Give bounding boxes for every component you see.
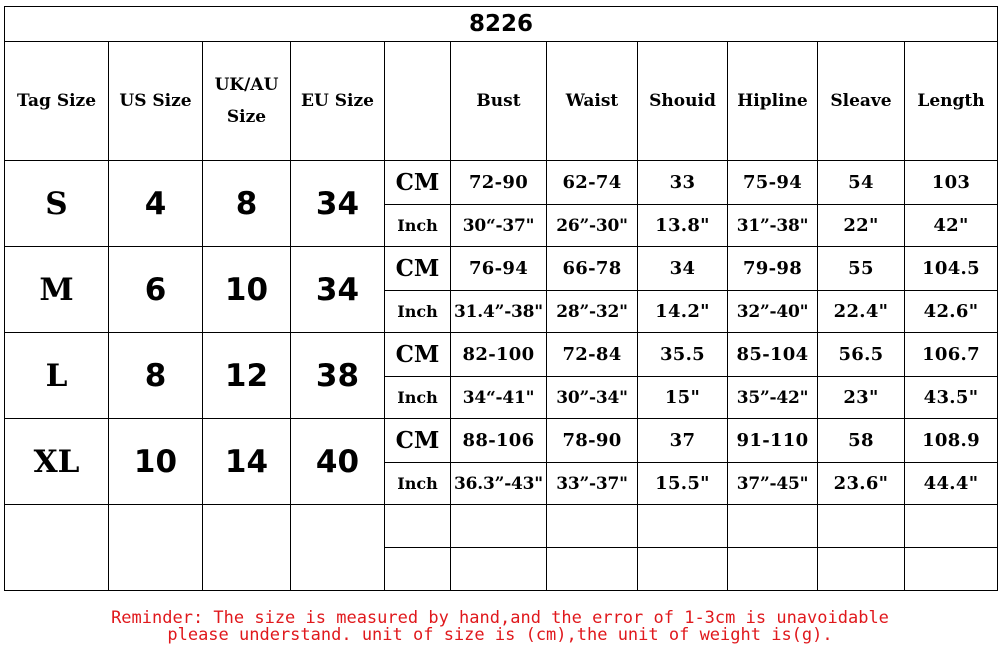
bust-value: 34“-41" [451,377,547,419]
waist-value: 66-78 [547,247,638,291]
hipline-value: 35”-42" [728,377,818,419]
shoulder-value: 13.8" [638,205,728,247]
empty-cell [5,505,109,591]
bust-value: 36.3”-43" [451,463,547,505]
hipline-value: 31”-38" [728,205,818,247]
reminder-note [0,610,1000,644]
sleeve-value: 23.6" [818,463,905,505]
header-hipline: Hipline [728,42,818,161]
tag-size: XL [5,419,109,505]
waist-value: 30”-34" [547,377,638,419]
bust-value: 88-106 [451,419,547,463]
empty-cell [203,505,291,591]
waist-value: 33”-37" [547,463,638,505]
length-value: 44.4" [905,463,998,505]
empty-row [5,505,998,548]
size-chart-table [4,6,998,591]
unit-cm: CM [385,161,451,205]
empty-cell [385,548,451,591]
uk-au-size: 10 [203,247,291,333]
hipline-value: 79-98 [728,247,818,291]
unit-inch: Inch [385,377,451,419]
empty-cell [728,548,818,591]
empty-cell [385,505,451,548]
unit-inch: Inch [385,463,451,505]
waist-value: 72-84 [547,333,638,377]
shoulder-value: 34 [638,247,728,291]
eu-size: 34 [291,247,385,333]
waist-value: 78-90 [547,419,638,463]
empty-cell [638,505,728,548]
header-unit [385,42,451,161]
empty-cell [905,505,998,548]
length-value: 108.9 [905,419,998,463]
length-value: 103 [905,161,998,205]
empty-cell [547,505,638,548]
empty-cell [547,548,638,591]
sleeve-value: 23" [818,377,905,419]
reminder-line-2: please understand. unit of size is (cm),the unit of weight is(g). [167,625,833,645]
waist-value: 62-74 [547,161,638,205]
us-size: 10 [109,419,203,505]
size-chart-sheet [4,6,997,598]
us-size: 8 [109,333,203,419]
eu-size: 34 [291,161,385,247]
shoulder-value: 37 [638,419,728,463]
bust-value: 72-90 [451,161,547,205]
shoulder-value: 33 [638,161,728,205]
empty-cell [818,548,905,591]
hipline-value: 37”-45" [728,463,818,505]
uk-au-size: 12 [203,333,291,419]
length-value: 104.5 [905,247,998,291]
empty-cell [638,548,728,591]
empty-cell [905,548,998,591]
bust-value: 30“-37" [451,205,547,247]
empty-cell [451,505,547,548]
header-sleeve: Sleave [818,42,905,161]
sleeve-value: 22.4" [818,291,905,333]
hipline-value: 91-110 [728,419,818,463]
uk-au-size: 14 [203,419,291,505]
hipline-value: 85-104 [728,333,818,377]
length-value: 42.6" [905,291,998,333]
us-size: 4 [109,161,203,247]
unit-cm: CM [385,333,451,377]
eu-size: 38 [291,333,385,419]
uk-au-size: 8 [203,161,291,247]
chart-title: 8226 [5,7,998,42]
length-value: 106.7 [905,333,998,377]
unit-cm: CM [385,419,451,463]
size-row-m-cm [5,247,998,291]
bust-value: 76-94 [451,247,547,291]
empty-cell [109,505,203,591]
hipline-value: 32”-40" [728,291,818,333]
tag-size: L [5,333,109,419]
header-waist: Waist [547,42,638,161]
shoulder-value: 35.5 [638,333,728,377]
sleeve-value: 22" [818,205,905,247]
sleeve-value: 58 [818,419,905,463]
header-eu-size: EU Size [291,42,385,161]
empty-cell [728,505,818,548]
unit-cm: CM [385,247,451,291]
shoulder-value: 14.2" [638,291,728,333]
size-row-s-cm [5,161,998,205]
size-row-xl-cm [5,419,998,463]
empty-cell [818,505,905,548]
length-value: 42" [905,205,998,247]
hipline-value: 75-94 [728,161,818,205]
tag-size: S [5,161,109,247]
tag-size: M [5,247,109,333]
shoulder-value: 15" [638,377,728,419]
bust-value: 82-100 [451,333,547,377]
header-shoulder: Shouid [638,42,728,161]
sleeve-value: 56.5 [818,333,905,377]
header-bust: Bust [451,42,547,161]
sleeve-value: 54 [818,161,905,205]
empty-cell [451,548,547,591]
sleeve-value: 55 [818,247,905,291]
eu-size: 40 [291,419,385,505]
header-uk-au-size: UK/AU Size [203,42,291,161]
bust-value: 31.4”-38" [451,291,547,333]
unit-inch: Inch [385,291,451,333]
reminder-line-1: Reminder: The size is measured by hand,and the error of 1-3cm is unavoidable [111,608,889,628]
unit-inch: Inch [385,205,451,247]
length-value: 43.5" [905,377,998,419]
waist-value: 26”-30" [547,205,638,247]
header-us-size: US Size [109,42,203,161]
size-row-l-cm [5,333,998,377]
header-tag-size: Tag Size [5,42,109,161]
empty-cell [291,505,385,591]
header-length: Length [905,42,998,161]
waist-value: 28”-32" [547,291,638,333]
shoulder-value: 15.5" [638,463,728,505]
us-size: 6 [109,247,203,333]
